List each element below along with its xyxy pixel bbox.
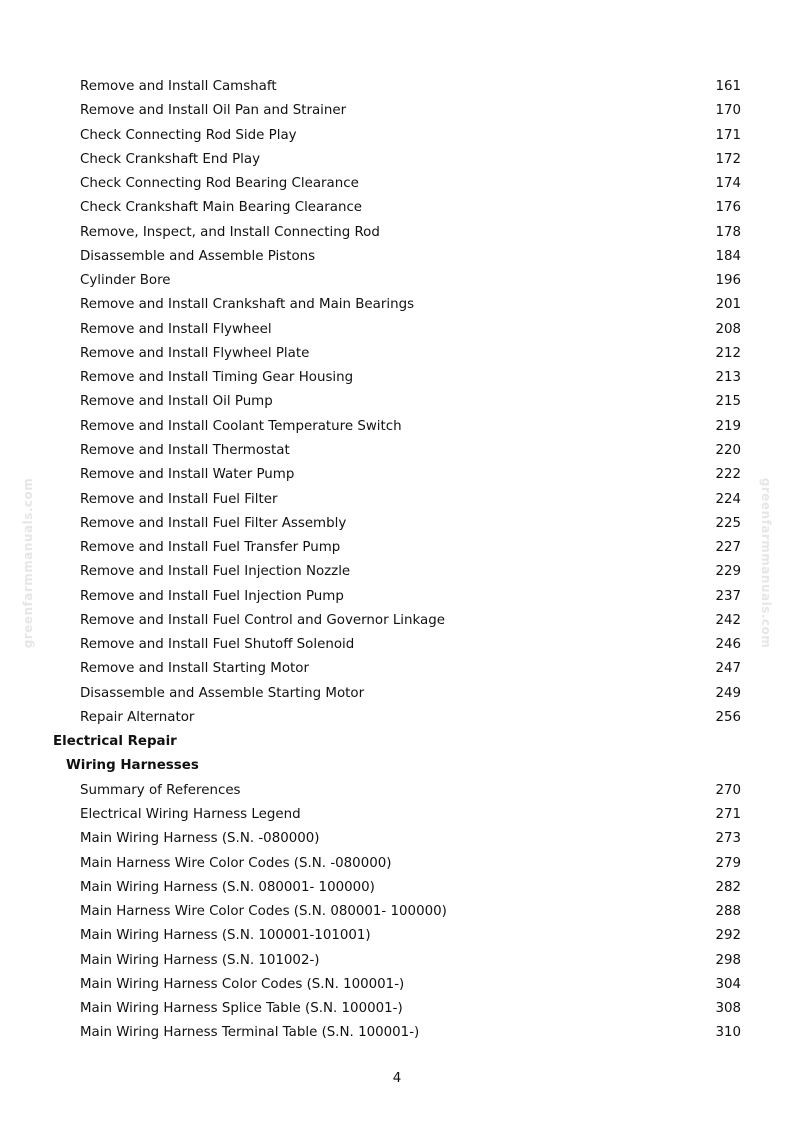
toc-entry-page: 310 <box>715 1025 741 1041</box>
toc-entry-label: Wiring Harnesses <box>66 758 199 774</box>
toc-entry-page: 215 <box>715 394 741 410</box>
toc-entry-label: Remove and Install Thermostat <box>80 442 290 458</box>
toc-entry[interactable] <box>0 196 794 220</box>
toc-entry-page: 184 <box>715 248 741 264</box>
toc-entry-label: Check Connecting Rod Bearing Clearance <box>80 176 359 192</box>
toc-entry-label: Remove and Install Flywheel Plate <box>80 345 310 361</box>
toc-entry-label: Repair Alternator <box>80 709 195 725</box>
toc-entry[interactable] <box>0 924 794 948</box>
toc-entry-page: 201 <box>715 297 741 313</box>
toc-entry-label: Remove and Install Fuel Filter <box>80 491 278 507</box>
toc-entry[interactable] <box>0 512 794 536</box>
toc-entry-page: 256 <box>715 709 741 725</box>
toc-entry-label: Main Wiring Harness Splice Table (S.N. 100001-) <box>80 1001 403 1017</box>
toc-entry-label: Main Wiring Harness Color Codes (S.N. 100001-) <box>80 976 405 992</box>
toc-entry[interactable] <box>0 657 794 681</box>
toc-entry-label: Remove and Install Timing Gear Housing <box>80 370 354 386</box>
toc-entry-page: 288 <box>715 904 741 920</box>
toc-entry-label: Check Crankshaft Main Bearing Clearance <box>80 200 363 216</box>
toc-entry-label: Main Harness Wire Color Codes (S.N. -080000) <box>80 855 392 871</box>
toc-entry-label: Remove and Install Fuel Filter Assembly <box>80 515 347 531</box>
toc-entry[interactable] <box>0 997 794 1021</box>
toc-entry-page: 213 <box>715 370 741 386</box>
toc-entry-label: Disassemble and Assemble Starting Motor <box>80 685 365 701</box>
toc-entry[interactable] <box>0 488 794 512</box>
toc-entry-label: Remove and Install Camshaft <box>80 79 277 94</box>
toc-entry[interactable] <box>0 390 794 414</box>
toc-entry[interactable] <box>0 973 794 997</box>
toc-entry-page: 174 <box>715 176 741 192</box>
toc-entry[interactable] <box>0 803 794 827</box>
toc-entry[interactable] <box>0 633 794 657</box>
toc-entry[interactable] <box>0 949 794 973</box>
toc-entry[interactable] <box>0 706 794 730</box>
toc-entry[interactable] <box>0 293 794 317</box>
toc-entry[interactable] <box>0 536 794 560</box>
toc-entry-page: 304 <box>715 976 741 992</box>
toc-entry-label: Remove and Install Fuel Shutoff Solenoid <box>80 637 355 653</box>
toc-entry[interactable] <box>0 415 794 439</box>
toc-entry-label: Main Wiring Harness (S.N. 080001- 100000) <box>80 879 375 895</box>
toc-entry-label: Remove and Install Fuel Injection Pump <box>80 588 344 604</box>
toc-entry-label: Remove and Install Starting Motor <box>80 661 309 677</box>
toc-entry[interactable] <box>0 99 794 123</box>
toc-entry-label: Remove and Install Water Pump <box>80 467 295 483</box>
toc-entry-label: Remove and Install Oil Pump <box>80 394 273 410</box>
toc-section-heading[interactable] <box>0 730 794 754</box>
toc-entry-page: 178 <box>715 224 741 240</box>
toc-entry-page: 308 <box>715 1001 741 1017</box>
toc-entry-label: Disassemble and Assemble Pistons <box>80 248 316 264</box>
toc-entry-label: Remove and Install Flywheel <box>80 321 272 337</box>
toc-entry[interactable] <box>0 876 794 900</box>
toc-entry-page: 273 <box>715 831 741 847</box>
toc-entry-page: 298 <box>715 952 741 968</box>
toc-entry-label: Remove and Install Fuel Transfer Pump <box>80 540 341 556</box>
toc-entry-page: 270 <box>715 782 741 798</box>
table-of-contents <box>0 75 794 1046</box>
watermark-right: greenfarmmanuals.com <box>759 477 773 649</box>
toc-entry[interactable] <box>0 148 794 172</box>
toc-entry-page: 219 <box>715 418 741 434</box>
toc-entry[interactable] <box>0 900 794 924</box>
toc-entry-page: 208 <box>715 321 741 337</box>
watermark-left: greenfarmmanuals.com <box>21 477 35 649</box>
toc-entry-page: 227 <box>715 540 741 556</box>
toc-entry[interactable] <box>0 269 794 293</box>
toc-entry-label: Main Harness Wire Color Codes (S.N. 080001- 100000) <box>80 904 447 920</box>
toc-section-heading[interactable] <box>0 754 794 778</box>
toc-entry-label: Remove and Install Crankshaft and Main Bearings <box>80 297 415 313</box>
toc-entry-label: Remove and Install Oil Pan and Strainer <box>80 103 347 119</box>
toc-entry-page: 282 <box>715 879 741 895</box>
toc-entry[interactable] <box>0 366 794 390</box>
toc-entry[interactable] <box>0 342 794 366</box>
toc-entry-page: 246 <box>715 637 741 653</box>
toc-entry-page: 220 <box>715 442 741 458</box>
toc-entry[interactable] <box>0 75 794 99</box>
toc-entry-page: 225 <box>715 515 741 531</box>
toc-entry-page: 237 <box>715 588 741 604</box>
toc-entry-page: 161 <box>715 79 741 94</box>
toc-entry[interactable] <box>0 852 794 876</box>
toc-entry[interactable] <box>0 609 794 633</box>
toc-entry-label: Remove and Install Fuel Control and Governor Linkage <box>80 612 445 628</box>
toc-entry-page: 249 <box>715 685 741 701</box>
toc-entry-page: 224 <box>715 491 741 507</box>
toc-entry[interactable] <box>0 560 794 584</box>
toc-entry-label: Main Wiring Harness (S.N. 101002-) <box>80 952 320 968</box>
toc-entry-label: Electrical Repair <box>53 734 177 750</box>
toc-entry-label: Summary of References <box>80 782 241 798</box>
toc-entry-page: 271 <box>715 806 741 822</box>
toc-entry[interactable] <box>0 172 794 196</box>
toc-entry-page: 170 <box>715 103 741 119</box>
toc-entry-page: 229 <box>715 564 741 580</box>
toc-entry-label: Check Crankshaft End Play <box>80 151 261 167</box>
toc-entry-page: 196 <box>715 273 741 289</box>
toc-entry-label: Main Wiring Harness Terminal Table (S.N. 100001-) <box>80 1025 420 1041</box>
toc-entry[interactable] <box>0 585 794 609</box>
toc-entry[interactable] <box>0 682 794 706</box>
toc-entry[interactable] <box>0 827 794 851</box>
toc-entry-page: 212 <box>715 345 741 361</box>
toc-entry-page: 171 <box>715 127 741 143</box>
toc-entry-page: 247 <box>715 661 741 677</box>
toc-entry[interactable] <box>0 245 794 269</box>
toc-entry-page: 279 <box>715 855 741 871</box>
toc-entry[interactable] <box>0 463 794 487</box>
toc-entry-label: Cylinder Bore <box>80 273 171 289</box>
toc-entry-page: 242 <box>715 612 741 628</box>
toc-entry[interactable] <box>0 779 794 803</box>
toc-entry-label: Electrical Wiring Harness Legend <box>80 806 301 822</box>
toc-entry-label: Check Connecting Rod Side Play <box>80 127 297 143</box>
toc-entry[interactable] <box>0 1021 794 1045</box>
toc-entry-label: Remove, Inspect, and Install Connecting Rod <box>80 224 380 240</box>
toc-entry-label: Remove and Install Fuel Injection Nozzle <box>80 564 351 580</box>
toc-entry[interactable] <box>0 124 794 148</box>
toc-entry-label: Main Wiring Harness (S.N. -080000) <box>80 831 320 847</box>
toc-entry-label: Remove and Install Coolant Temperature Switch <box>80 418 402 434</box>
toc-entry-page: 222 <box>715 467 741 483</box>
toc-entry-page: 176 <box>715 200 741 216</box>
toc-entry[interactable] <box>0 439 794 463</box>
toc-entry-label: Main Wiring Harness (S.N. 100001-101001) <box>80 928 371 944</box>
page-number: 4 <box>392 1071 402 1086</box>
toc-entry[interactable] <box>0 318 794 342</box>
toc-entry-page: 292 <box>715 928 741 944</box>
toc-entry-page: 172 <box>715 151 741 167</box>
toc-entry[interactable] <box>0 221 794 245</box>
